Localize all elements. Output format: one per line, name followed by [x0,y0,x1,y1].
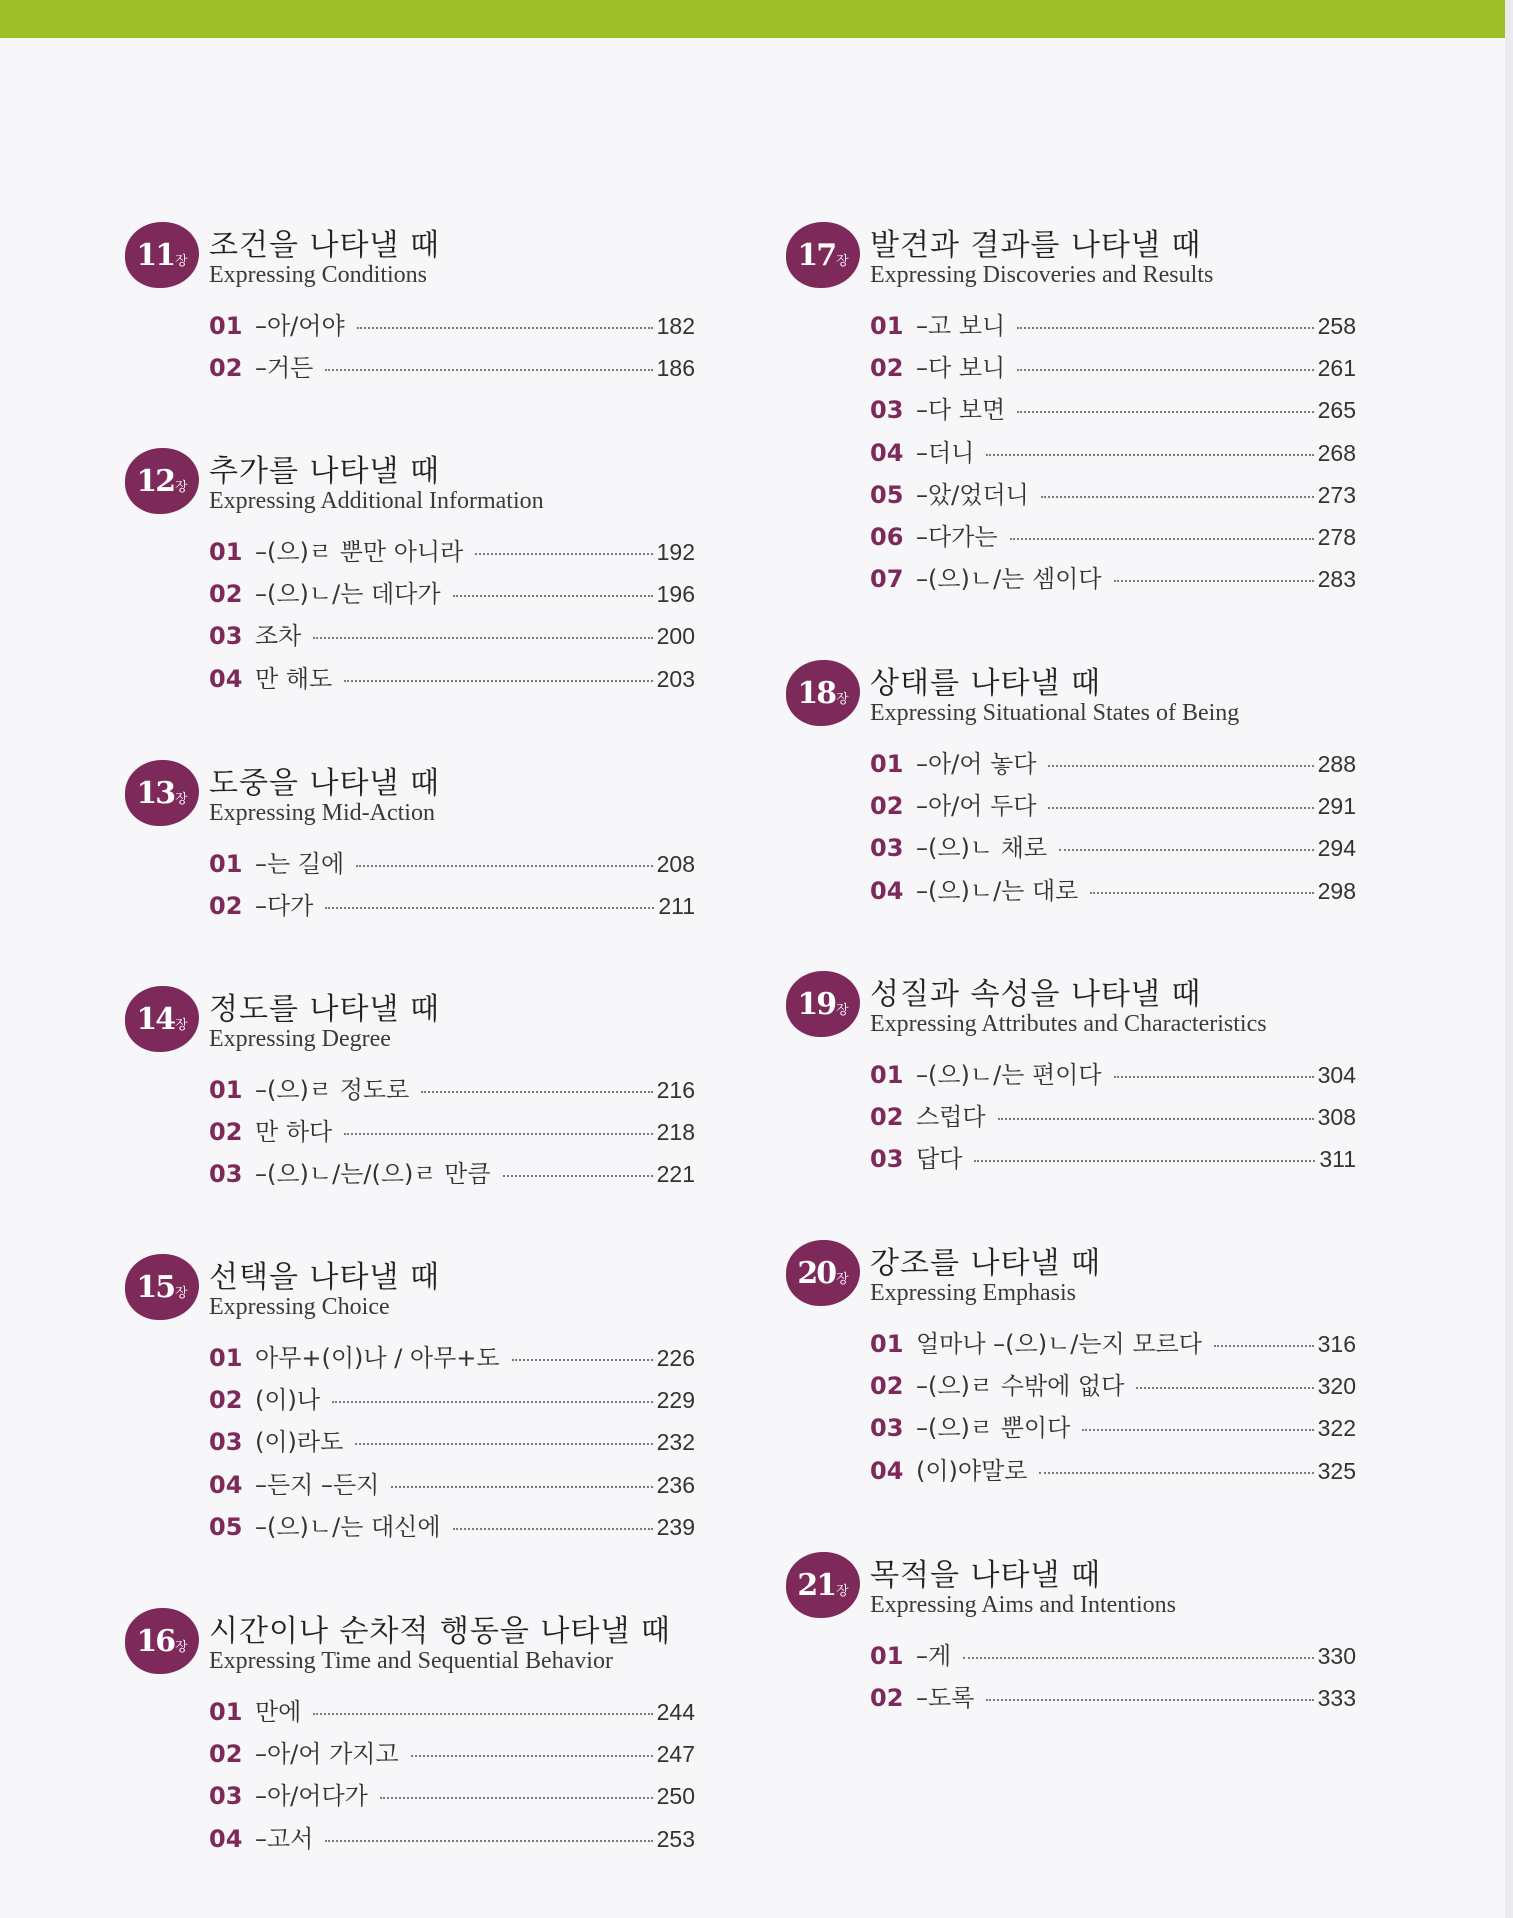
entry-number: 04 [209,1470,243,1499]
entry-number: 02 [870,1103,904,1132]
entry-number: 03 [870,396,904,425]
page-number: 298 [1317,877,1356,904]
entry-number: 02 [870,354,904,383]
toc-entry[interactable] [870,871,1356,913]
entry-number: 02 [209,354,243,383]
chapter-number: 16 [136,1623,175,1659]
entry-title: –다 보니 [916,354,1006,383]
dot-leader [475,553,652,555]
dot-leader [963,1657,1313,1659]
entry-list [209,532,695,701]
dot-leader [325,1840,652,1842]
chapter-badge [125,222,199,288]
dot-leader [357,327,653,329]
entry-number: 04 [209,664,243,693]
page-number: 226 [656,1345,695,1371]
chapter-suffix: 장 [836,1002,849,1018]
page-number: 253 [656,1825,695,1852]
top-color-band [0,0,1505,38]
page-number: 265 [1317,397,1356,424]
page-number: 316 [1317,1331,1356,1357]
entry-title: –(으)ㄴ/는 데다가 [255,580,441,609]
chapter-title: 정도를 나타낼 때 [209,992,440,1027]
dot-leader [1114,1076,1314,1078]
dot-leader [380,1797,653,1799]
toc-entry[interactable] [209,1070,695,1112]
toc-entry[interactable] [870,306,1356,348]
entry-number: 02 [209,1118,243,1147]
chapter-badge [125,1608,199,1674]
entry-number: 02 [209,1386,243,1415]
toc-entry[interactable] [870,1451,1356,1493]
entry-number: 03 [209,1428,243,1457]
entry-number: 04 [870,438,904,467]
dot-leader [1059,849,1314,851]
chapter-badge [125,986,199,1052]
entry-title: –(으)ㄴ 채로 [916,834,1048,863]
entry-title: –(으)ㄹ 뿐만 아니라 [255,538,464,566]
toc-entry[interactable] [870,1055,1356,1097]
dot-leader [344,680,652,682]
entry-number: 01 [209,850,243,878]
entry-number: 01 [870,1061,904,1089]
dot-leader [986,454,1313,456]
chapter-suffix: 장 [175,791,188,807]
entry-title: –아/어 가지고 [255,1740,399,1769]
dot-leader [325,369,652,371]
entry-number: 01 [870,1642,904,1670]
entry-number: 04 [870,876,904,905]
entry-number: 01 [209,538,243,566]
toc-entry[interactable] [209,1338,695,1380]
toc-entry[interactable] [209,1422,695,1464]
dot-leader [344,1133,652,1135]
entry-title: –다 보면 [916,396,1006,425]
toc-entry[interactable] [209,1776,695,1818]
chapter-number: 11 [136,237,175,273]
entry-number: 02 [209,580,243,609]
dot-leader [1136,1387,1313,1389]
page-number: 333 [1317,1685,1356,1712]
toc-entry[interactable] [209,1112,695,1154]
dot-leader [325,907,654,909]
entry-number: 07 [870,565,904,594]
chapter-number: 18 [797,675,836,711]
entry-number: 04 [870,1456,904,1485]
chapter-suffix: 장 [175,1285,188,1301]
toc-entry[interactable] [209,659,695,701]
entry-number: 01 [209,1344,243,1372]
entry-title: –(으)ㄹ 뿐이다 [916,1414,1071,1443]
entry-list [209,1692,695,1861]
chapter-title: 선택을 나타낼 때 [209,1260,440,1295]
entry-title: –다가 [255,892,314,921]
entry-title: –(으)ㄴ/는 대신에 [255,1512,441,1541]
dot-leader [1048,807,1313,809]
page-number: 291 [1317,793,1356,820]
chapter-number: 19 [797,986,836,1022]
dot-leader [503,1175,653,1177]
toc-entry[interactable] [209,1154,695,1196]
page-number: 258 [1317,313,1356,339]
entry-number: 03 [870,834,904,863]
entry-list [209,306,695,390]
chapter-subtitle: Expressing Mid-Action [209,800,435,826]
dot-leader [391,1486,652,1488]
page-number: 273 [1317,481,1356,508]
dot-leader [1114,580,1314,582]
dot-leader [1041,496,1314,498]
page-number: 288 [1317,751,1356,777]
entry-list [209,1070,695,1197]
chapter-subtitle: Expressing Emphasis [870,1280,1076,1306]
entry-title: –든지 –든지 [255,1470,380,1499]
chapter-suffix: 장 [175,479,188,495]
chapter-subtitle: Expressing Degree [209,1026,391,1052]
page-number: 236 [656,1471,695,1498]
page-number: 200 [656,623,695,650]
toc-entry[interactable] [209,1380,695,1422]
toc-entry[interactable] [209,616,695,658]
page-number: 330 [1317,1643,1356,1669]
entry-number: 04 [209,1824,243,1853]
chapter-subtitle: Expressing Attributes and Characteristics [870,1011,1267,1037]
page-number: 244 [656,1699,695,1725]
toc-entry[interactable] [870,1366,1356,1408]
chapter-title: 상태를 나타낼 때 [870,666,1101,701]
entry-title: –아/어 놓다 [916,750,1037,778]
page-number: 186 [656,355,695,382]
entry-title: (이)나 [255,1386,321,1415]
entry-list [870,744,1356,913]
page-number: 232 [656,1429,695,1456]
entry-number: 01 [209,312,243,340]
entry-number: 01 [209,1698,243,1726]
dot-leader [332,1401,653,1403]
dot-leader [986,1699,1313,1701]
chapter-suffix: 장 [175,1017,188,1033]
page-number: 229 [656,1387,695,1414]
toc-entry[interactable] [209,886,695,928]
dot-leader [1010,538,1314,540]
page-number: 250 [656,1783,695,1810]
toc-entry[interactable] [870,1324,1356,1366]
toc-entry[interactable] [209,1507,695,1549]
entry-title: 스럽다 [916,1103,986,1132]
toc-entry[interactable] [209,348,695,390]
toc-entry[interactable] [870,744,1356,786]
entry-number: 03 [870,1414,904,1443]
chapter-badge [125,1254,199,1320]
entry-number: 05 [870,480,904,509]
toc-entry[interactable] [870,828,1356,870]
entry-title: (이)야말로 [916,1456,1028,1485]
entry-number: 01 [870,312,904,340]
chapter-badge [786,222,860,288]
toc-entry[interactable] [870,786,1356,828]
entry-number: 01 [209,1076,243,1104]
chapter-badge [786,1240,860,1306]
toc-entry[interactable] [209,532,695,574]
entry-title: –도록 [916,1684,975,1713]
chapter-title: 도중을 나타낼 때 [209,766,440,801]
page-number: 320 [1317,1373,1356,1400]
chapter-subtitle: Expressing Conditions [209,262,428,288]
chapter-number: 13 [136,775,175,811]
dot-leader [1090,892,1313,894]
entry-number: 02 [870,792,904,821]
entry-title: 아무+(이)나 / 아무+도 [255,1344,500,1372]
chapter-title: 성질과 속성을 나타낼 때 [870,977,1202,1012]
page-number: 311 [1319,1146,1356,1173]
entry-number: 03 [209,1160,243,1189]
dot-leader [453,595,653,597]
entry-title: –는 길에 [255,850,345,878]
entry-title: –(으)ㄹ 수밖에 없다 [916,1372,1125,1401]
toc-entry[interactable] [209,1465,695,1507]
page-number: 218 [656,1119,695,1146]
chapter-title: 추가를 나타낼 때 [209,454,440,489]
chapter-suffix: 장 [175,1639,188,1655]
dot-leader [1017,327,1313,329]
page-number: 294 [1317,835,1356,862]
chapter-title: 발견과 결과를 나타낼 때 [870,228,1202,263]
dot-leader [1214,1345,1314,1347]
dot-leader [313,637,652,639]
toc-entry[interactable] [870,348,1356,390]
dot-leader [1017,411,1313,413]
entry-title: 만 해도 [255,664,333,693]
dot-leader [356,865,652,867]
toc-entry[interactable] [209,1734,695,1776]
entry-number: 01 [870,1330,904,1358]
entry-number: 03 [209,622,243,651]
toc-entry[interactable] [209,306,695,348]
page-number: 278 [1317,523,1356,550]
entry-title: –았/었더니 [916,480,1029,509]
chapter-title: 강조를 나타낼 때 [870,1246,1101,1281]
entry-number: 06 [870,522,904,551]
entry-number: 03 [870,1145,904,1174]
dot-leader [974,1160,1315,1162]
chapter-subtitle: Expressing Choice [209,1294,390,1320]
entry-title: –더니 [916,438,975,467]
page-number: 322 [1317,1415,1356,1442]
dot-leader [313,1713,652,1715]
entry-title: –아/어 두다 [916,792,1037,821]
dot-leader [355,1443,652,1445]
chapter-subtitle: Expressing Discoveries and Results [870,262,1214,288]
chapter-subtitle: Expressing Aims and Intentions [870,1592,1176,1618]
entry-title: –(으)ㄴ/는 편이다 [916,1061,1102,1089]
entry-title: 얼마나 –(으)ㄴ/는지 모르다 [916,1330,1202,1358]
entry-number: 02 [209,1740,243,1769]
entry-list [870,1636,1356,1720]
page-number: 304 [1317,1062,1356,1088]
chapter-badge [786,971,860,1037]
chapter-number: 15 [136,1269,175,1305]
entry-title: –고 보니 [916,312,1006,340]
entry-list [870,306,1356,601]
toc-entry[interactable] [870,433,1356,475]
chapter-number: 21 [797,1567,836,1603]
toc-entry[interactable] [870,517,1356,559]
entry-list [209,844,695,928]
toc-entry[interactable] [870,1139,1356,1181]
chapter-badge [786,1552,860,1618]
entry-title: 만 하다 [255,1118,333,1147]
toc-entry[interactable] [870,559,1356,601]
chapter-number: 12 [136,463,175,499]
chapter-badge [125,760,199,826]
entry-title: (이)라도 [255,1428,344,1457]
entry-title: 조차 [255,622,302,651]
chapter-suffix: 장 [836,253,849,269]
entry-number: 02 [209,892,243,921]
chapter-number: 17 [797,237,836,273]
entry-list [870,1055,1356,1182]
entry-title: 만에 [255,1698,302,1726]
toc-entry[interactable] [209,1692,695,1734]
dot-leader [1039,1472,1313,1474]
toc-entry[interactable] [870,475,1356,517]
entry-title: –(으)ㄴ/는 대로 [916,876,1079,905]
toc-entry[interactable] [870,1636,1356,1678]
toc-entry[interactable] [209,844,695,886]
chapter-title: 시간이나 순차적 행동을 나타낼 때 [209,1614,671,1649]
entry-list [209,1338,695,1549]
toc-entry[interactable] [870,1408,1356,1450]
page-number: 216 [656,1077,695,1103]
toc-entry[interactable] [870,390,1356,432]
chapter-suffix: 장 [836,1271,849,1287]
entry-title: –아/어야 [255,312,345,340]
dot-leader [421,1091,652,1093]
chapter-badge [786,660,860,726]
dot-leader [998,1118,1314,1120]
page-number: 247 [656,1741,695,1768]
dot-leader [1048,765,1313,767]
entry-title: 답다 [916,1145,963,1174]
dot-leader [512,1359,653,1361]
chapter-title: 조건을 나타낼 때 [209,228,440,263]
page-edge [1505,0,1513,1918]
page-number: 221 [656,1161,695,1188]
chapter-badge [125,448,199,514]
page-number: 192 [656,539,695,565]
page-number: 268 [1317,439,1356,466]
page-number: 261 [1317,355,1356,382]
toc-entry[interactable] [870,1678,1356,1720]
page-number: 208 [656,851,695,877]
chapter-title: 목적을 나타낼 때 [870,1558,1101,1593]
entry-title: –(으)ㄴ/는 셈이다 [916,565,1102,594]
page-number: 283 [1317,566,1356,593]
page-number: 203 [656,665,695,692]
dot-leader [453,1528,653,1530]
entry-title: –다가는 [916,522,998,551]
dot-leader [1082,1429,1313,1431]
page-number: 308 [1317,1104,1356,1131]
chapter-subtitle: Expressing Time and Sequential Behavior [209,1648,613,1674]
entry-title: –아/어다가 [255,1782,368,1811]
entry-number: 05 [209,1512,243,1541]
chapter-suffix: 장 [836,1583,849,1599]
dot-leader [411,1755,653,1757]
chapter-subtitle: Expressing Situational States of Being [870,700,1240,726]
toc-entry[interactable] [209,574,695,616]
chapter-suffix: 장 [175,253,188,269]
page-number: 182 [656,313,695,339]
entry-title: –게 [916,1642,952,1670]
entry-number: 02 [870,1684,904,1713]
chapter-number: 14 [136,1001,175,1037]
toc-entry[interactable] [870,1097,1356,1139]
chapter-subtitle: Expressing Additional Information [209,488,544,514]
entry-number: 02 [870,1372,904,1401]
entry-title: –(으)ㄴ/는/(으)ㄹ 만큼 [255,1160,491,1189]
entry-number: 01 [870,750,904,778]
entry-title: –거든 [255,354,314,383]
page-number: 325 [1317,1457,1356,1484]
page-number: 211 [658,893,695,920]
entry-list [870,1324,1356,1493]
page-number: 239 [656,1513,695,1540]
chapter-number: 20 [797,1255,836,1291]
entry-title: –고서 [255,1824,314,1853]
chapter-suffix: 장 [836,691,849,707]
entry-number: 03 [209,1782,243,1811]
entry-title: –(으)ㄹ 정도로 [255,1076,410,1104]
dot-leader [1017,369,1313,371]
toc-entry[interactable] [209,1819,695,1861]
page-number: 196 [656,581,695,608]
